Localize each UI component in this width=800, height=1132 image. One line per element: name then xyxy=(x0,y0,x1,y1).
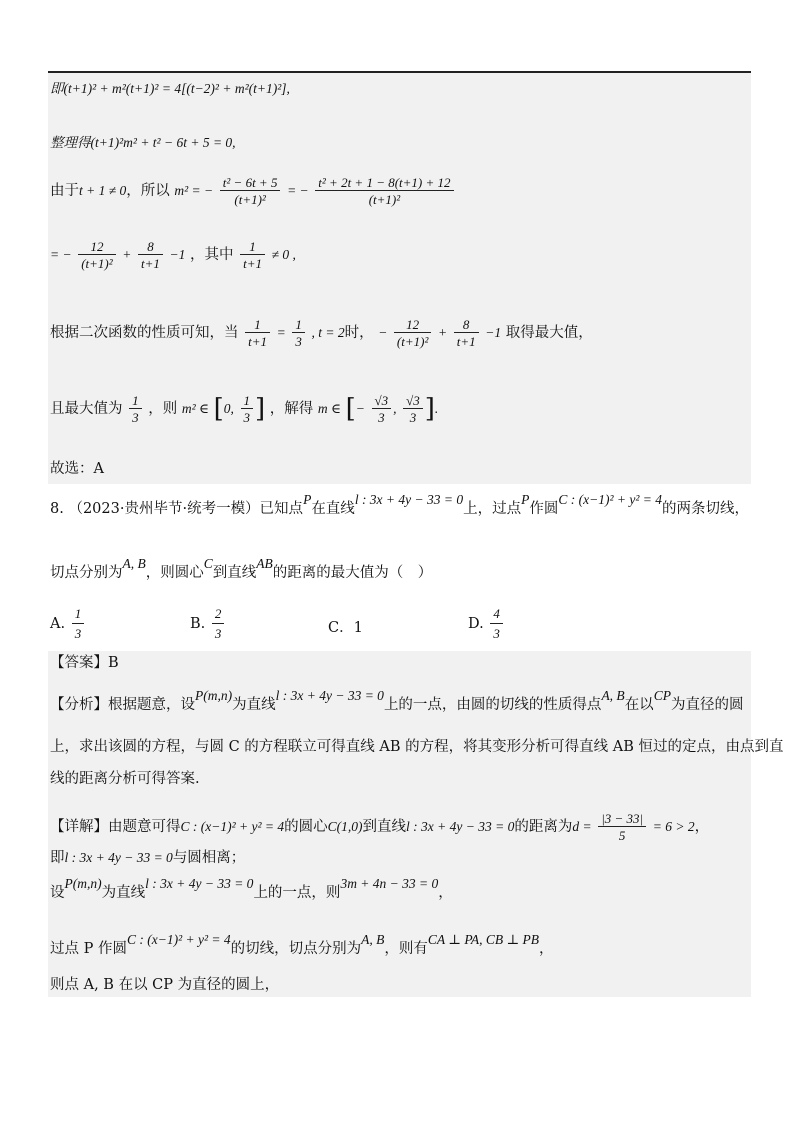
detail-line-2: 即l : 3x + 4y − 33 = 0与圆相离； xyxy=(50,850,246,866)
equation-line-5: 根据二次函数的性质可知，当 $\frac{1}{t+1}$ = $\frac{1}{3}$ , t = 2时， − $\frac{12}{\text{(t+1)²}}$ + $\frac{8}{t+1}$ −1 取得最大值， xyxy=(50,317,593,349)
fraction: $\frac{1}{t+1}$ xyxy=(240,240,265,270)
fraction: $\frac{1}{t+1}$ xyxy=(245,318,270,348)
detail-line-3: 设P(m,n)为直线l : 3x + 4y − 33 = 0上的一点，则3m + 4n − 33 = 0， xyxy=(50,876,453,901)
question-8-line-1: 8. （2023·贵州毕节·统考一模）已知点P在直线l : 3x + 4y − 33 = 0上，过点P作圆C : (x−1)² + y² = 4的两条切线， xyxy=(50,492,750,517)
fraction: $\frac{1}{3}$ xyxy=(72,606,85,642)
analysis-line-1: 【分析】根据题意，设P(m,n)为直线l : 3x + 4y − 33 = 0上的一点，由圆的切线的性质得点A, B在以CP为直径的圆 xyxy=(50,688,744,713)
fraction: $\frac{4}{3}$ xyxy=(490,606,503,642)
equation-line-3: 由于t + 1 ≠ 0，所以 m² = − $\frac{\text{t² − 6t + 5}}{\text{(t+1)²}}$ = − $\frac{\text{t² + 2t + 1 − 8(t+1) + 12}}{\text{(t+1)²}}$ xyxy=(50,176,456,206)
open-bracket: [ xyxy=(345,394,356,424)
answer-line: 【答案】B xyxy=(50,655,119,671)
equation-line-1: 即(t+1)² + m²(t+1)² = 4[(t−2)² + m²(t+1)²], xyxy=(50,81,290,96)
open-bracket: [ xyxy=(213,394,224,424)
close-bracket: ] xyxy=(424,394,435,424)
fraction: $\frac{√3}{3}$ xyxy=(372,394,392,424)
option-b[interactable]: B. $\frac{2}{3}$ xyxy=(190,606,226,642)
option-d[interactable]: D. $\frac{4}{3}$ xyxy=(468,606,505,642)
detail-line-5: 则点 A, B 在以 CP 为直径的圆上， xyxy=(50,977,280,993)
fraction: $\frac{12}{\text{(t+1)²}}$ xyxy=(78,240,115,270)
fraction: $\frac{1}{3}$ xyxy=(292,318,305,348)
fraction: $\frac{8}{t+1}$ xyxy=(138,240,163,270)
fraction: $\frac{|3 - 33|}{5}$ xyxy=(598,812,646,842)
question-8-line-2: 切点分别为A, B，则圆心C到直线AB的距离的最大值为（ ） xyxy=(50,556,433,581)
choose-line: 故选：A xyxy=(50,461,104,477)
detail-line-4: 过点 P 作圆C : (x−1)² + y² = 4的切线，切点分别为A, B，则有CA ⊥ PA, CB ⊥ PB， xyxy=(50,932,554,957)
fraction: $\frac{8}{t+1}$ xyxy=(454,318,479,348)
fraction: $\frac{1}{3}$ xyxy=(241,394,254,424)
analysis-line-3: 线的距离分析可得答案. xyxy=(50,771,200,787)
fraction: $\frac{1}{3}$ xyxy=(129,394,142,424)
detail-line-1: 【详解】由题意可得C : (x−1)² + y² = 4的圆心C(1,0)到直线l : 3x + 4y − 33 = 0的距离为d = $\frac{|3 - 33|}{5}$ = 6 > 2， xyxy=(50,811,710,843)
fraction: $\frac{12}{\text{(t+1)²}}$ xyxy=(394,318,431,348)
equation-line-2: 整理得(t+1)²m² + t² − 6t + 5 = 0, xyxy=(50,135,236,150)
close-bracket: ] xyxy=(255,394,266,424)
fraction: $\frac{\text{t² − 6t + 5}}{\text{(t+1)²}}$ xyxy=(220,176,281,206)
option-c[interactable]: C．1 xyxy=(328,620,363,636)
equation-line-6: 且最大值为 $\frac{1}{3}$ ，则 m² ∈ [0, $\frac{1}{3}$ ] ，解得 m ∈ [− $\frac{√3}{3}$ , $\frac{√3}{3}$ ]. xyxy=(50,393,439,425)
fraction: $\frac{\text{t² + 2t + 1 − 8(t+1) + 12}}{\text{(t+1)²}}$ xyxy=(315,176,453,206)
option-a[interactable]: A. $\frac{1}{3}$ xyxy=(50,606,86,642)
equation-line-4: = − $\frac{12}{\text{(t+1)²}}$ + $\frac{8}{t+1}$ −1 ，其中 $\frac{1}{t+1}$ ≠ 0 , xyxy=(50,239,296,271)
fraction: $\frac{√3}{3}$ xyxy=(403,394,423,424)
fraction: $\frac{2}{3}$ xyxy=(212,606,225,642)
analysis-line-2: 上，求出该圆的方程，与圆 C 的方程联立可得直线 AB 的方程，将其变形分析可得直线 AB 恒过的定点，由点到直 xyxy=(50,739,784,755)
